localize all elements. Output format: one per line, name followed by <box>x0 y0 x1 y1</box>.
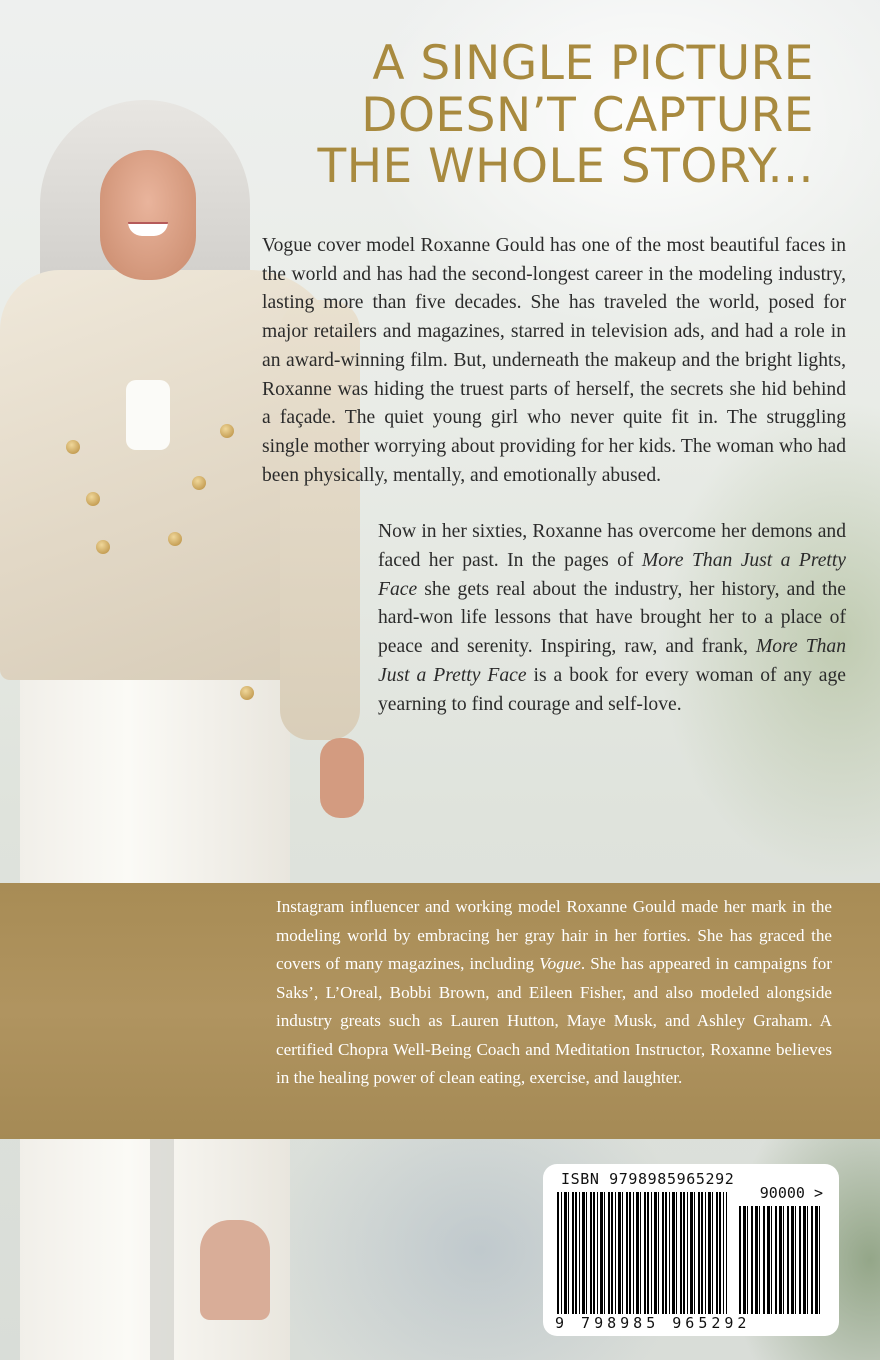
model-face <box>100 150 196 280</box>
headline-line: DOESN’T CAPTURE <box>361 87 814 143</box>
bio-text: Instagram influencer and working model Roxanne Gould made her mark in the modeling world by embracing her gray hair in her forties. She has graced the covers of many magazines, including <box>276 897 832 973</box>
description-text: she gets real about the industry, her history, and the hard-won life lessons that have brought her to a place of peace and serenity. Inspiring, raw, and frank, <box>378 578 846 658</box>
book-title: More Than Just a Pretty Face <box>378 636 846 686</box>
barcode-digits: 9 798985 965292 <box>555 1314 751 1332</box>
isbn-label: ISBN 9798985965292 <box>561 1170 735 1188</box>
blazer-button <box>168 532 182 546</box>
blazer-button <box>220 424 234 438</box>
model-white-top <box>126 380 170 450</box>
model-sandal <box>200 1220 270 1320</box>
model-hand <box>320 738 364 818</box>
description-paragraph-1: Vogue cover model Roxanne Gould has one of the most beautiful faces in the world and has had the second-longest career in the modeling industry, lasting more than five decades. She has traveled the world, posed for major retailers and magazines, starred in television ads, and had a role in an award-winning film. But, underneath the makeup and the bright lights, Roxanne was hiding the truest parts of herself, the secrets she hid behind a façade. The quiet young girl who never quite fit in. The struggling single mother worrying about providing for her kids. The woman who had been physically, mentally, and emotionally abused. <box>262 235 846 486</box>
bio-text: . She has appeared in campaigns for Saks’, L’Oreal, Bobbi Brown, and Eileen Fisher, and also modeled alongside industry greats such as Lauren Hutton, Maye Musk, and Ashley Graham. A certified Chopra Well-Being Coach and Meditation Instructor, Roxanne believes in the healing power of clean eating, exercise, and laughter. <box>276 954 832 1087</box>
description-text: is a book for every woman of any age yearning to find courage and self-love. <box>378 664 846 715</box>
pants-button <box>240 686 254 700</box>
blazer-button <box>192 476 206 490</box>
book-description <box>262 232 846 719</box>
headline <box>254 38 814 193</box>
description-paragraph-2 <box>262 518 846 719</box>
description-text: Now in her sixties, Roxanne has overcome her demons and faced her past. In the pages of <box>378 521 846 572</box>
magazine-title: Vogue <box>539 954 581 973</box>
author-bio <box>276 893 832 1093</box>
barcode-bars <box>557 1192 727 1314</box>
barcode-addon-bars <box>739 1206 823 1314</box>
blazer-button <box>66 440 80 454</box>
isbn-barcode <box>543 1164 839 1336</box>
price-code: 90000 > <box>759 1184 823 1202</box>
blazer-button <box>96 540 110 554</box>
blazer-button <box>86 492 100 506</box>
headline-line: THE WHOLE STORY... <box>317 139 814 195</box>
headline-line: A SINGLE PICTURE <box>372 36 814 91</box>
book-title: More Than Just a Pretty Face <box>378 550 846 600</box>
